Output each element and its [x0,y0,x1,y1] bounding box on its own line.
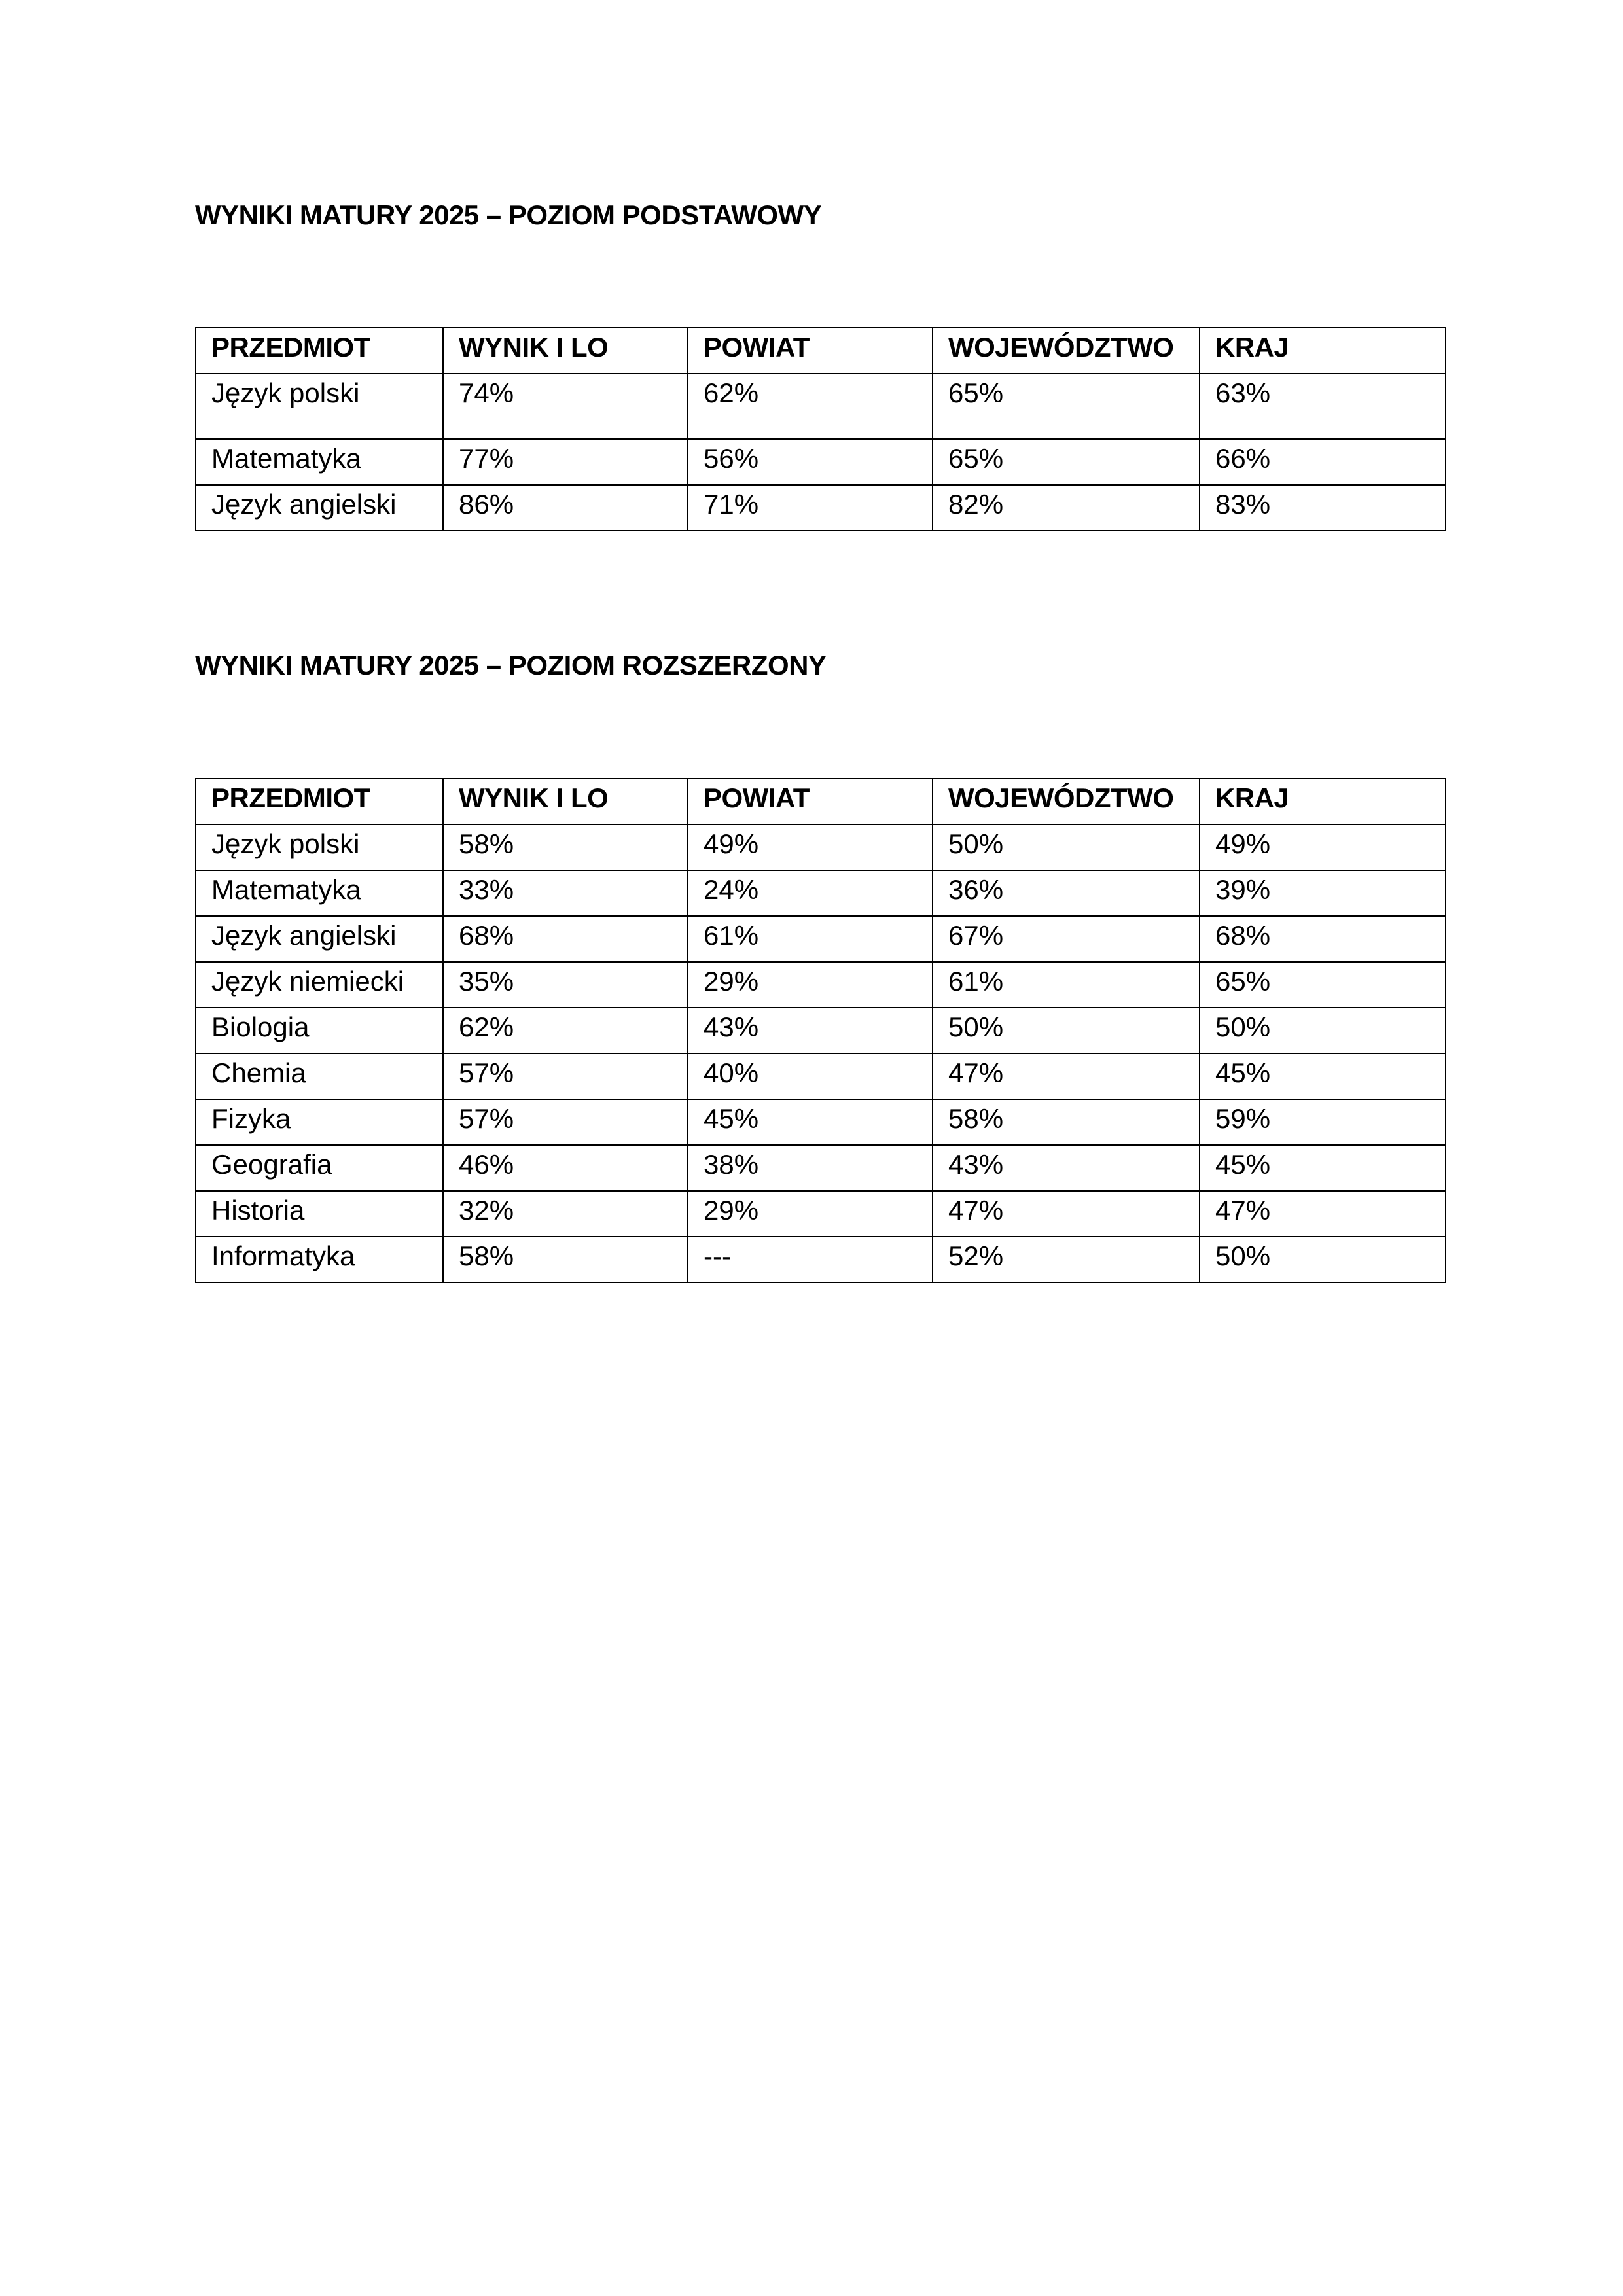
subject-cell: Język angielski [196,485,443,531]
voivodeship-cell: 67% [933,916,1200,962]
header-county: POWIAT [688,779,933,824]
country-cell: 63% [1200,374,1446,439]
school-result-cell: 33% [443,870,688,916]
header-country: KRAJ [1200,328,1446,374]
table-header-row [196,328,1446,374]
school-result-cell: 74% [443,374,688,439]
subject-cell: Język angielski [196,916,443,962]
subject-cell: Matematyka [196,439,443,485]
country-cell: 45% [1200,1145,1446,1191]
country-cell: 50% [1200,1237,1446,1282]
voivodeship-cell: 65% [933,374,1200,439]
country-cell: 47% [1200,1191,1446,1237]
voivodeship-cell: 52% [933,1237,1200,1282]
header-county: POWIAT [688,328,933,374]
table-row [196,1008,1446,1053]
voivodeship-cell: 82% [933,485,1200,531]
table-header-row [196,779,1446,824]
table-row [196,824,1446,870]
school-result-cell: 58% [443,1237,688,1282]
school-result-cell: 57% [443,1053,688,1099]
school-result-cell: 77% [443,439,688,485]
subject-cell: Język polski [196,824,443,870]
voivodeship-cell: 50% [933,824,1200,870]
county-cell: 29% [688,1191,933,1237]
country-cell: 65% [1200,962,1446,1008]
subject-cell: Biologia [196,1008,443,1053]
basic-level-title: WYNIKI MATURY 2025 – POZIOM PODSTAWOWY [195,200,822,230]
header-voivodeship: WOJEWÓDZTWO [933,328,1200,374]
country-cell: 66% [1200,439,1446,485]
table-row [196,1237,1446,1282]
header-subject: PRZEDMIOT [196,779,443,824]
header-subject: PRZEDMIOT [196,328,443,374]
county-cell: 49% [688,824,933,870]
voivodeship-cell: 43% [933,1145,1200,1191]
county-cell: 56% [688,439,933,485]
subject-cell: Historia [196,1191,443,1237]
school-result-cell: 58% [443,824,688,870]
subject-cell: Język niemiecki [196,962,443,1008]
county-cell: 38% [688,1145,933,1191]
voivodeship-cell: 47% [933,1191,1200,1237]
subject-cell: Chemia [196,1053,443,1099]
school-result-cell: 86% [443,485,688,531]
header-school-result: WYNIK I LO [443,328,688,374]
county-cell: 62% [688,374,933,439]
voivodeship-cell: 36% [933,870,1200,916]
county-cell: 40% [688,1053,933,1099]
school-result-cell: 32% [443,1191,688,1237]
table-row [196,439,1446,485]
table-row [196,374,1446,439]
extended-level-title: WYNIKI MATURY 2025 – POZIOM ROZSZERZONY [195,650,827,680]
subject-cell: Geografia [196,1145,443,1191]
country-cell: 59% [1200,1099,1446,1145]
country-cell: 39% [1200,870,1446,916]
voivodeship-cell: 47% [933,1053,1200,1099]
school-result-cell: 68% [443,916,688,962]
county-cell: 45% [688,1099,933,1145]
subject-cell: Fizyka [196,1099,443,1145]
voivodeship-cell: 65% [933,439,1200,485]
header-school-result: WYNIK I LO [443,779,688,824]
country-cell: 45% [1200,1053,1446,1099]
school-result-cell: 35% [443,962,688,1008]
county-cell: 71% [688,485,933,531]
table-row [196,485,1446,531]
table-row [196,870,1446,916]
header-voivodeship: WOJEWÓDZTWO [933,779,1200,824]
header-country: KRAJ [1200,779,1446,824]
country-cell: 50% [1200,1008,1446,1053]
voivodeship-cell: 61% [933,962,1200,1008]
school-result-cell: 46% [443,1145,688,1191]
table-row [196,962,1446,1008]
school-result-cell: 62% [443,1008,688,1053]
table-row [196,1099,1446,1145]
county-cell: 24% [688,870,933,916]
county-cell: 29% [688,962,933,1008]
country-cell: 68% [1200,916,1446,962]
table-row [196,916,1446,962]
county-cell: 61% [688,916,933,962]
subject-cell: Język polski [196,374,443,439]
country-cell: 83% [1200,485,1446,531]
table-row [196,1145,1446,1191]
voivodeship-cell: 58% [933,1099,1200,1145]
extended-level-results-table [195,778,1446,1283]
country-cell: 49% [1200,824,1446,870]
county-cell: 43% [688,1008,933,1053]
subject-cell: Matematyka [196,870,443,916]
table-row [196,1191,1446,1237]
subject-cell: Informatyka [196,1237,443,1282]
voivodeship-cell: 50% [933,1008,1200,1053]
school-result-cell: 57% [443,1099,688,1145]
basic-level-results-table [195,327,1446,531]
county-cell: --- [688,1237,933,1282]
table-row [196,1053,1446,1099]
